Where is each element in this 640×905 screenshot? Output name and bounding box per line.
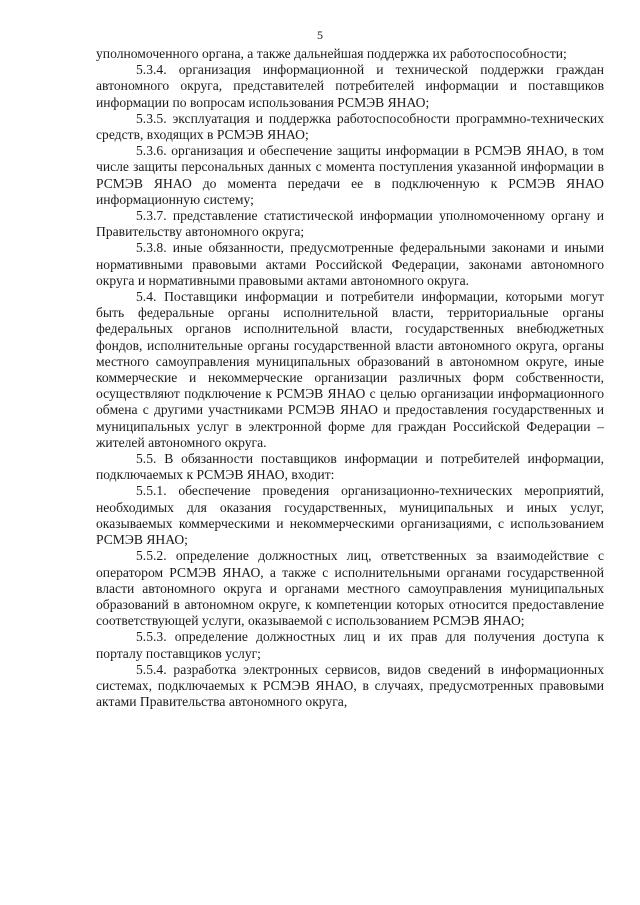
page-number: 5 [317, 28, 323, 42]
paragraph: 5.5.1. обеспечение проведения организационно-технических мероприятий, необходимых для оказания государственных, муниципальных и иных услуг, оказываемых коммерческими и некоммерческими организациями, с использованием РСМЭВ ЯНАО; [96, 483, 604, 548]
paragraph: 5.3.4. организация информационной и технической поддержки граждан автономного округа, представителей потребителей информации и поставщиков информации по вопросам использования РСМЭВ ЯНАО; [96, 62, 604, 110]
paragraph: 5.4. Поставщики информации и потребители информации, которыми могут быть федеральные органы исполнительной власти, территориальные органы федеральных органов исполнительной власти, государственных внебюджетных фондов, исполнительные органы государственной власти автономного округа, органы местного самоуправления муниципальных образований в автономном округе, иные коммерческие и некоммерческие организации различных форм собственности, осуществляют подключение к РСМЭВ ЯНАО с целью организации информационного обмена с другими участниками РСМЭВ ЯНАО и предоставления государственных и муниципальных услуг в электронной форме для граждан Российской Федерации – жителей автономного округа. [96, 289, 604, 450]
paragraph: 5.3.7. представление статистической информации уполномоченному органу и Правительству автономного округа; [96, 208, 604, 240]
paragraph: 5.5. В обязанности поставщиков информации и потребителей информации, подключаемых к РСМЭВ ЯНАО, входит: [96, 451, 604, 483]
paragraph: 5.5.3. определение должностных лиц и их прав для получения доступа к порталу поставщиков услуг; [96, 629, 604, 661]
paragraph: 5.3.8. иные обязанности, предусмотренные федеральными законами и иными нормативными правовыми актами Российской Федерации, законами автономного округа и нормативными правовыми актами автономного округа. [96, 240, 604, 288]
document-body [96, 46, 604, 710]
paragraph: уполномоченного органа, а также дальнейшая поддержка их работоспособности; [96, 46, 567, 61]
paragraph: 5.3.5. эксплуатация и поддержка работоспособности программно-технических средств, входящих в РСМЭВ ЯНАО; [96, 110, 604, 143]
paragraph: 5.3.6. организация и обеспечение защиты информации в РСМЭВ ЯНАО, в том числе защиты персональных данных с момента поступления указанной информации в РСМЭВ ЯНАО до момента передачи ее в подключенную к РСМЭВ ЯНАО информационную систему; [96, 143, 604, 207]
paragraph: 5.5.2. определение должностных лиц, ответственных за взаимодействие с оператором РСМЭВ ЯНАО, а также с исполнительными органами государственной власти автономного округа и органами местного самоуправления муниципальных образований в автономном округе, к компетенции которых относится предоставление соответствующей услуги, оказываемой с использованием РСМЭВ ЯНАО; [96, 548, 604, 629]
paragraph: 5.5.4. разработка электронных сервисов, видов сведений в информационных системах, подключаемых к РСМЭВ ЯНАО, в случаях, предусмотренных правовыми актами Правительства автономного округа, [96, 661, 604, 710]
